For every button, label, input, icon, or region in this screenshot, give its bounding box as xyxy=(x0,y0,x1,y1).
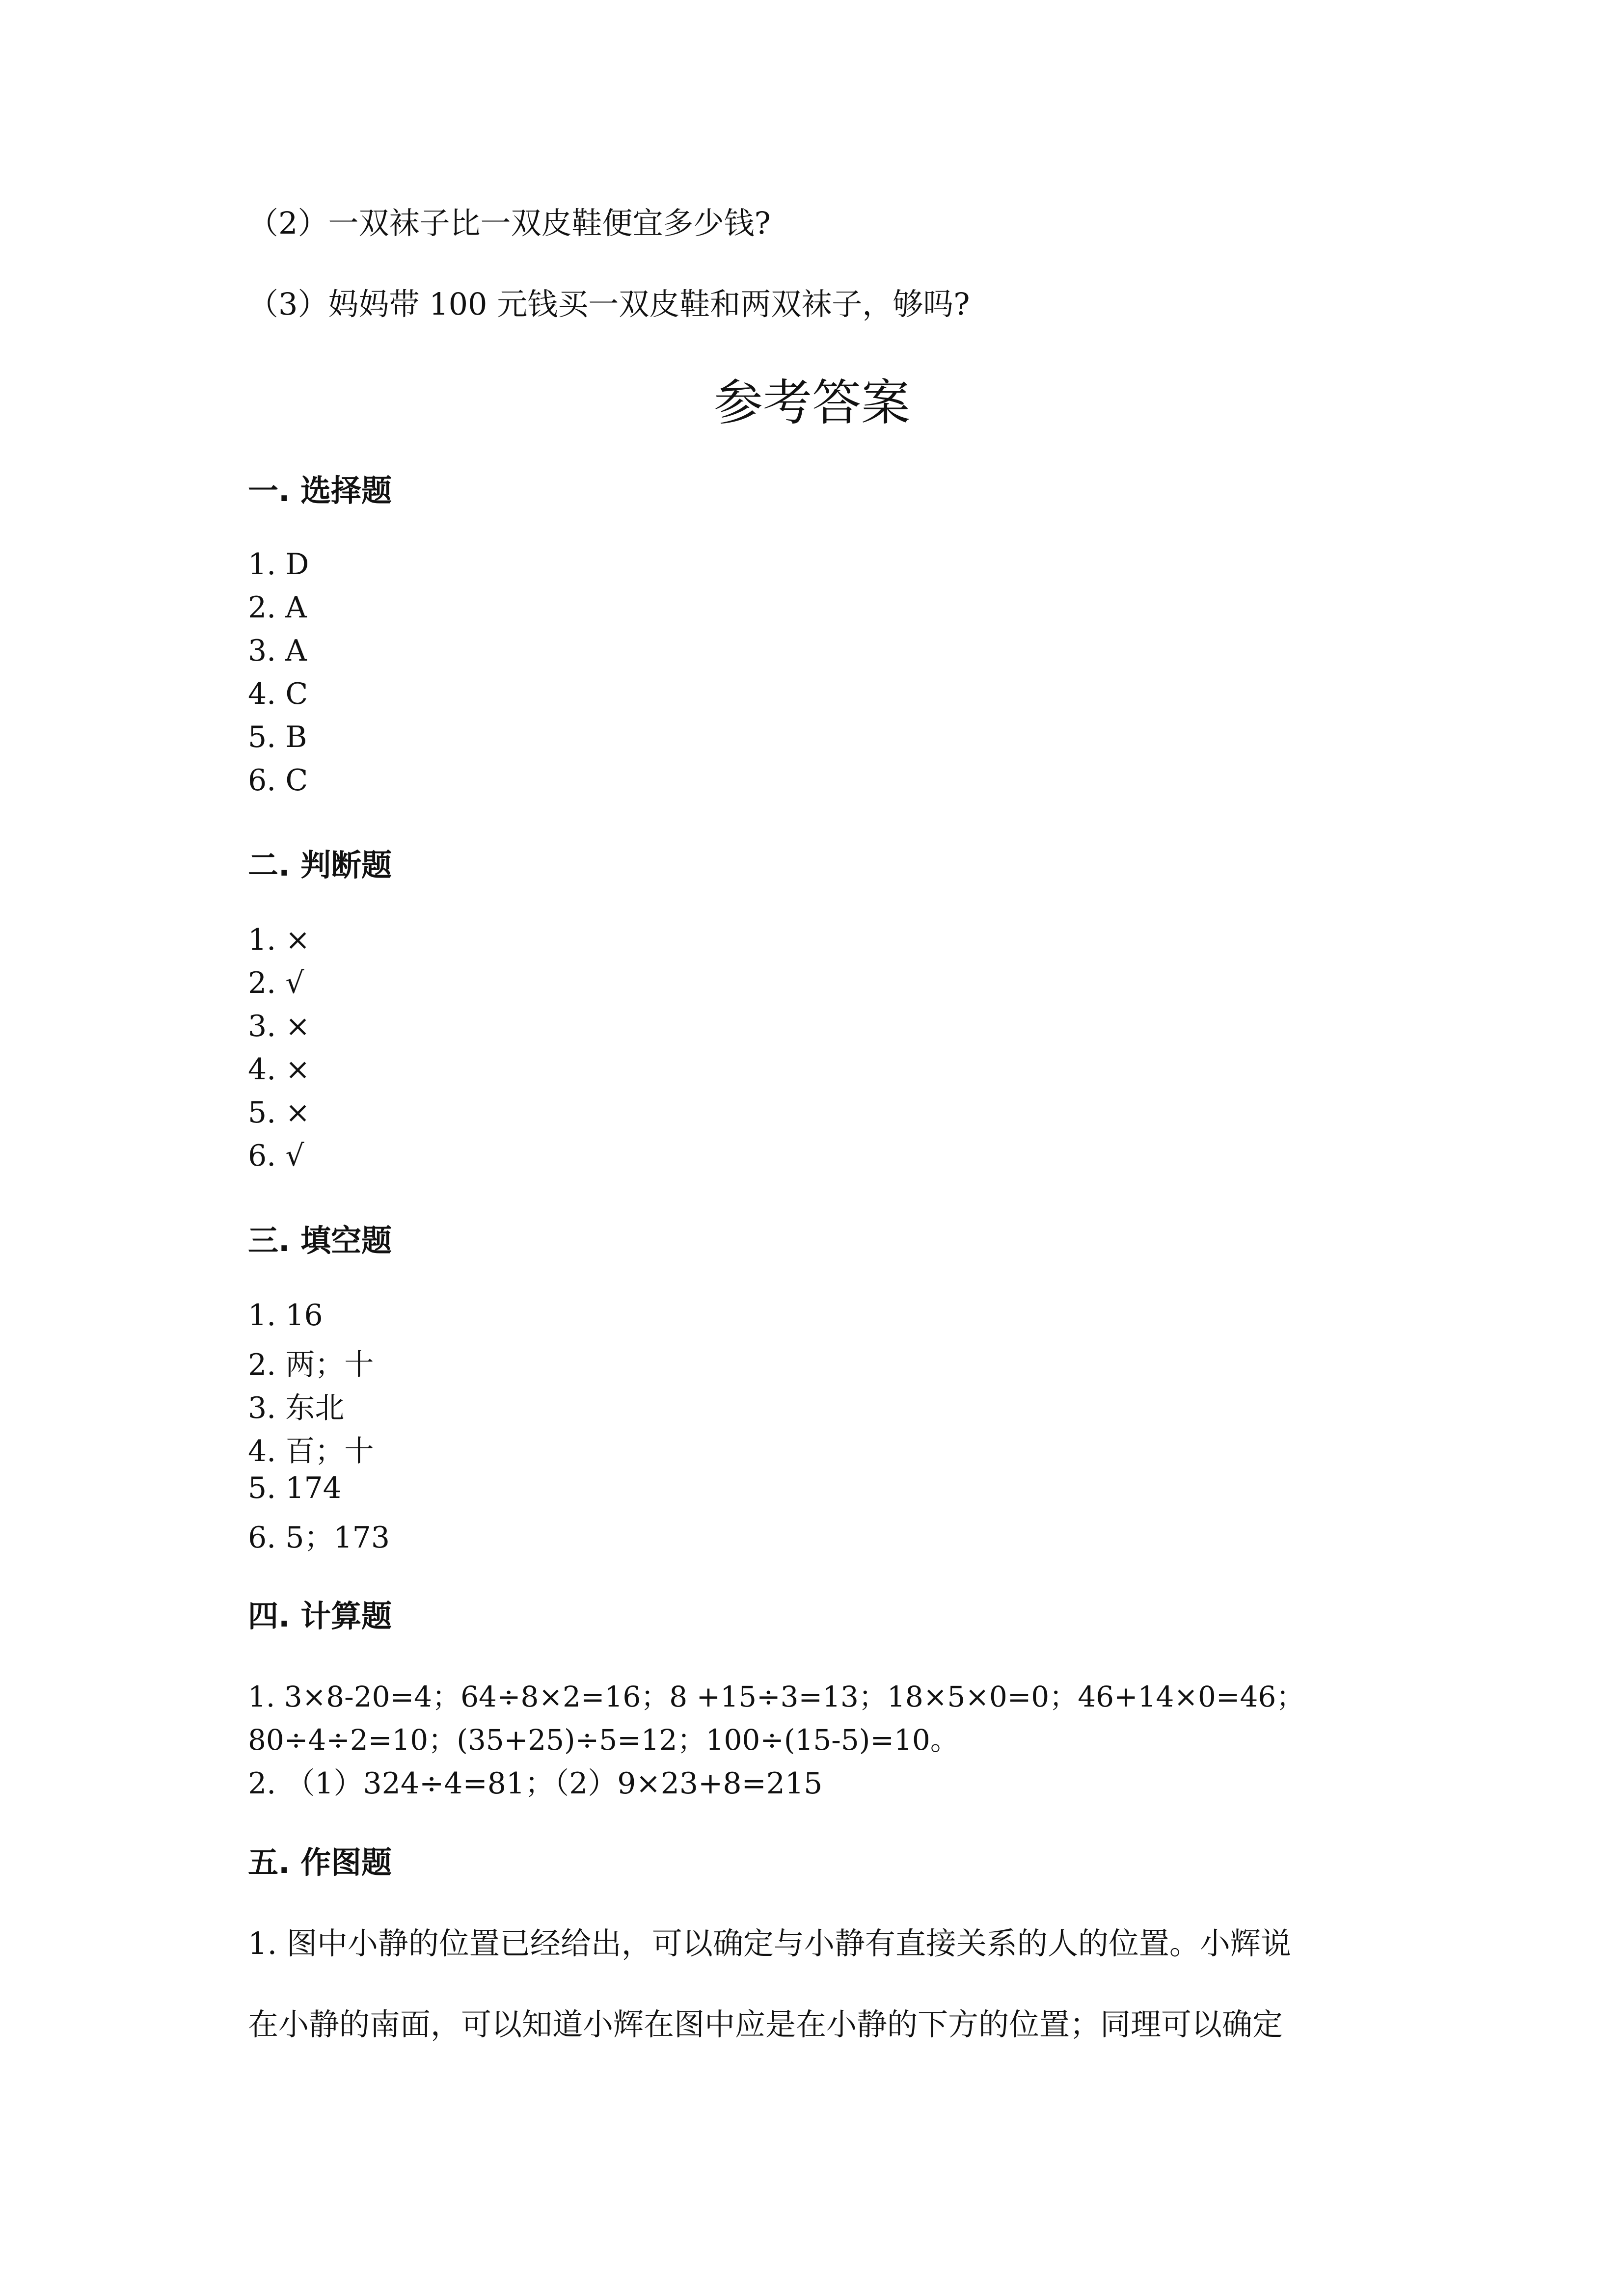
answer-item: 1. 3×8-20=4；64÷8×2=16；8 +15÷3=13；18×5×0=0；46+14×0=46； xyxy=(248,1680,1305,1713)
question-2: （2）一双袜子比一双皮鞋便宜多少钱? xyxy=(248,205,771,241)
section-heading-choice: 一. 选择题 xyxy=(248,473,392,508)
section-heading-calculation: 四. 计算题 xyxy=(248,1598,392,1634)
answer-item: 1. 16 xyxy=(248,1298,323,1333)
answer-title: 参考答案 xyxy=(714,374,910,431)
answer-item: 6. 5；173 xyxy=(248,1521,390,1555)
answer-item: 2. √ xyxy=(248,966,304,1000)
answer-item: 3. A xyxy=(248,634,307,668)
paragraph-line: 1. 图中小静的位置已经给出，可以确定与小静有直接关系的人的位置。小辉说 xyxy=(248,1925,1291,1961)
section-heading-drawing: 五. 作图题 xyxy=(248,1844,392,1880)
paragraph-line: 在小静的南面，可以知道小辉在图中应是在小静的下方的位置；同理可以确定 xyxy=(248,2006,1283,2042)
answer-item: 6. C xyxy=(248,763,308,798)
answer-item: 1. × xyxy=(248,923,310,957)
answer-item: 4. 百；十 xyxy=(248,1434,374,1468)
answer-item: 6. √ xyxy=(248,1139,304,1173)
answer-item: 5. 174 xyxy=(248,1471,342,1505)
answer-item: 3. × xyxy=(248,1009,310,1043)
answer-item: 2. 两；十 xyxy=(248,1348,374,1382)
answer-item: 5. B xyxy=(248,720,307,754)
section-heading-judgement: 二. 判断题 xyxy=(248,847,392,883)
answer-item: 80÷4÷2=10；(35+25)÷5=12；100÷(15-5)=10。 xyxy=(248,1723,959,1757)
section-heading-fill-blank: 三. 填空题 xyxy=(248,1223,392,1258)
answer-item: 1. D xyxy=(248,547,309,582)
answer-item: 2. （1）324÷4=81；（2）9×23+8=215 xyxy=(248,1766,823,1801)
answer-item: 2. A xyxy=(248,590,307,625)
answer-item: 4. × xyxy=(248,1052,310,1087)
answer-item: 5. × xyxy=(248,1095,310,1130)
question-3: （3）妈妈带 100 元钱买一双皮鞋和两双袜子，够吗? xyxy=(248,286,970,322)
answer-item: 3. 东北 xyxy=(248,1391,345,1425)
answer-item: 4. C xyxy=(248,677,308,711)
